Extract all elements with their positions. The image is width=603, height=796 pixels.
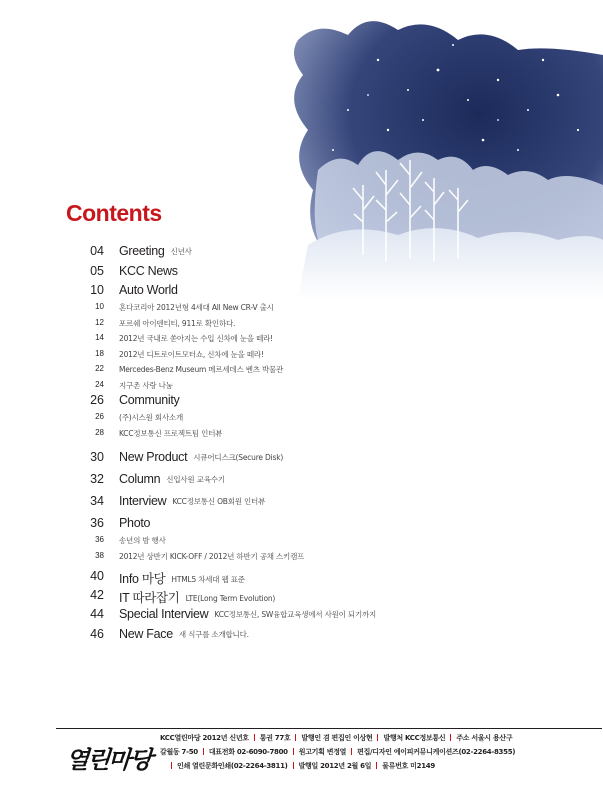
toc-section-title-text: IT 따라잡기 bbox=[119, 591, 180, 605]
footer-info-item: 발행처 KCC정보통신 bbox=[383, 734, 446, 742]
footer-info-item: 편집/디자인 에이피커뮤니케이션즈(02-2264-8355) bbox=[357, 748, 516, 756]
toc-section-description: 신입사원 교육수기 bbox=[166, 475, 225, 484]
toc-page-number: 10 bbox=[90, 283, 104, 297]
footer-info-item: 발행인 겸 편집인 이상현 bbox=[301, 734, 373, 742]
toc-section-title bbox=[119, 264, 178, 278]
footer-separator bbox=[203, 748, 204, 755]
footer-separator bbox=[293, 748, 294, 755]
toc-page-number: 34 bbox=[90, 494, 104, 508]
footer-info-item: 주소 서울시 용산구 bbox=[456, 734, 513, 742]
contents-heading: Contents bbox=[66, 200, 162, 226]
toc-sub-title: KCC정보통신 프로젝트팀 인터뷰 bbox=[119, 428, 223, 438]
toc-section-title-text: KCC News bbox=[119, 264, 178, 278]
footer-info-item: 원고기획 변정열 bbox=[298, 748, 347, 756]
footer-separator bbox=[450, 734, 451, 741]
toc-page-number: 30 bbox=[90, 450, 104, 464]
footer-info-item: 통권 77호 bbox=[259, 734, 291, 742]
toc-section-title bbox=[119, 244, 192, 258]
toc-section-description: KCC정보통신 OB회원 인터뷰 bbox=[172, 497, 266, 506]
footer-info-item: 발행일 2012년 2월 6일 bbox=[298, 762, 372, 770]
toc-page-number: 42 bbox=[90, 588, 104, 602]
toc-section-title-text: New Product bbox=[119, 450, 188, 464]
toc-sub-title: 지구촌 사랑 나눔 bbox=[119, 380, 173, 390]
toc-section-description: 신년사 bbox=[170, 247, 192, 256]
toc-sub-page-number: 38 bbox=[95, 550, 104, 560]
footer-info-line-3 bbox=[166, 761, 435, 771]
toc-section-title bbox=[119, 569, 245, 587]
toc-section-title bbox=[119, 393, 180, 407]
toc-sub-title: 2012년 상반기 KICK-OFF / 2012년 하반기 공채 스키캠프 bbox=[119, 551, 305, 561]
footer-info-line-1 bbox=[160, 733, 512, 743]
toc-page-number: 36 bbox=[90, 516, 104, 530]
toc-section-title bbox=[119, 627, 249, 641]
footer-divider bbox=[56, 728, 602, 729]
toc-section-title bbox=[119, 450, 283, 464]
toc-page-number: 40 bbox=[90, 569, 104, 583]
toc-section-title bbox=[119, 607, 376, 621]
toc-page-number: 32 bbox=[90, 472, 104, 486]
toc-sub-page-number: 22 bbox=[95, 364, 104, 373]
magazine-logo: 열린마당 bbox=[64, 745, 152, 774]
toc-section-description: HTML5 차세대 웹 표준 bbox=[171, 575, 245, 584]
toc-sub-title: (주)시스원 회사소개 bbox=[119, 413, 183, 422]
toc-page-number: 44 bbox=[90, 607, 104, 621]
footer-separator bbox=[254, 734, 255, 741]
toc-sub-page-number: 18 bbox=[95, 348, 104, 358]
toc-sub-title: Mercedes-Benz Museum 메르세데스 벤츠 박물관 bbox=[119, 365, 284, 374]
footer-separator bbox=[171, 762, 172, 769]
footer-info-item: 인쇄 열린문화인쇄(02-2264-3811) bbox=[177, 762, 288, 770]
toc-section-title bbox=[119, 472, 225, 486]
toc-section-title-text: New Face bbox=[119, 627, 173, 641]
toc-sub-title: 포르쉐 아이덴티티, 911로 확인하다. bbox=[119, 318, 236, 328]
toc-section-description: LTE(Long Term Evolution) bbox=[185, 594, 276, 603]
toc-sub-page-number: 14 bbox=[95, 333, 104, 342]
toc-sub-title: 송년의 밤 행사 bbox=[119, 536, 166, 545]
winter-forest-illustration bbox=[258, 0, 603, 300]
toc-section-title-text: Community bbox=[119, 393, 180, 407]
toc-page-number: 46 bbox=[90, 627, 104, 641]
footer-separator bbox=[293, 762, 294, 769]
toc-sub-page-number: 28 bbox=[95, 427, 104, 437]
toc-sub-page-number: 26 bbox=[95, 412, 104, 421]
toc-sub-title: 2012년 국내로 쏟아지는 수입 신차에 눈을 떼라! bbox=[119, 334, 273, 343]
toc-section-title-text: Interview bbox=[119, 494, 167, 508]
toc-sub-page-number: 12 bbox=[95, 317, 104, 327]
toc-page-number: 04 bbox=[90, 244, 104, 258]
toc-sub-title: 2012년 디트로이트모터쇼, 신차에 눈을 떼라! bbox=[119, 349, 264, 359]
toc-section-title bbox=[119, 588, 275, 606]
toc-page-number: 05 bbox=[90, 264, 104, 278]
footer-separator bbox=[377, 734, 378, 741]
toc-section-title bbox=[119, 494, 265, 508]
footer-separator bbox=[351, 748, 352, 755]
footer-info-item: KCC열린마당 2012년 신년호 bbox=[160, 734, 249, 742]
toc-section-title-text: Special Interview bbox=[119, 607, 209, 621]
toc-sub-page-number: 24 bbox=[95, 379, 104, 389]
toc-section-description: 새 식구를 소개합니다. bbox=[178, 630, 249, 639]
toc-section-title-text: Column bbox=[119, 472, 161, 486]
footer-info-item: 물류번호 미2149 bbox=[382, 762, 435, 770]
toc-section-title-text: Photo bbox=[119, 516, 151, 530]
toc-page-number: 26 bbox=[90, 393, 104, 407]
footer-info-line-2 bbox=[160, 747, 515, 757]
toc-sub-page-number: 10 bbox=[95, 302, 104, 311]
footer-separator bbox=[295, 734, 296, 741]
toc-sub-title: 혼다코리아 2012년형 4세대 All New CR-V 출시 bbox=[119, 303, 274, 312]
toc-section-title bbox=[119, 516, 150, 530]
toc-section-title-text: Auto World bbox=[119, 283, 178, 297]
footer-separator bbox=[376, 762, 377, 769]
toc-section-description: KCC정보통신, SW융합교육생에서 사원이 되기까지 bbox=[214, 610, 377, 619]
toc-section-description: 시큐어디스크(Secure Disk) bbox=[193, 453, 284, 462]
toc-section-title-text: Info 마당 bbox=[119, 572, 166, 586]
toc-section-title bbox=[119, 283, 178, 297]
toc-section-title-text: Greeting bbox=[119, 244, 165, 258]
footer-info-item: 대표전화 02-6090-7800 bbox=[208, 748, 288, 756]
footer-info-item: 갈월동 7-50 bbox=[160, 748, 198, 756]
toc-sub-page-number: 36 bbox=[95, 535, 104, 544]
